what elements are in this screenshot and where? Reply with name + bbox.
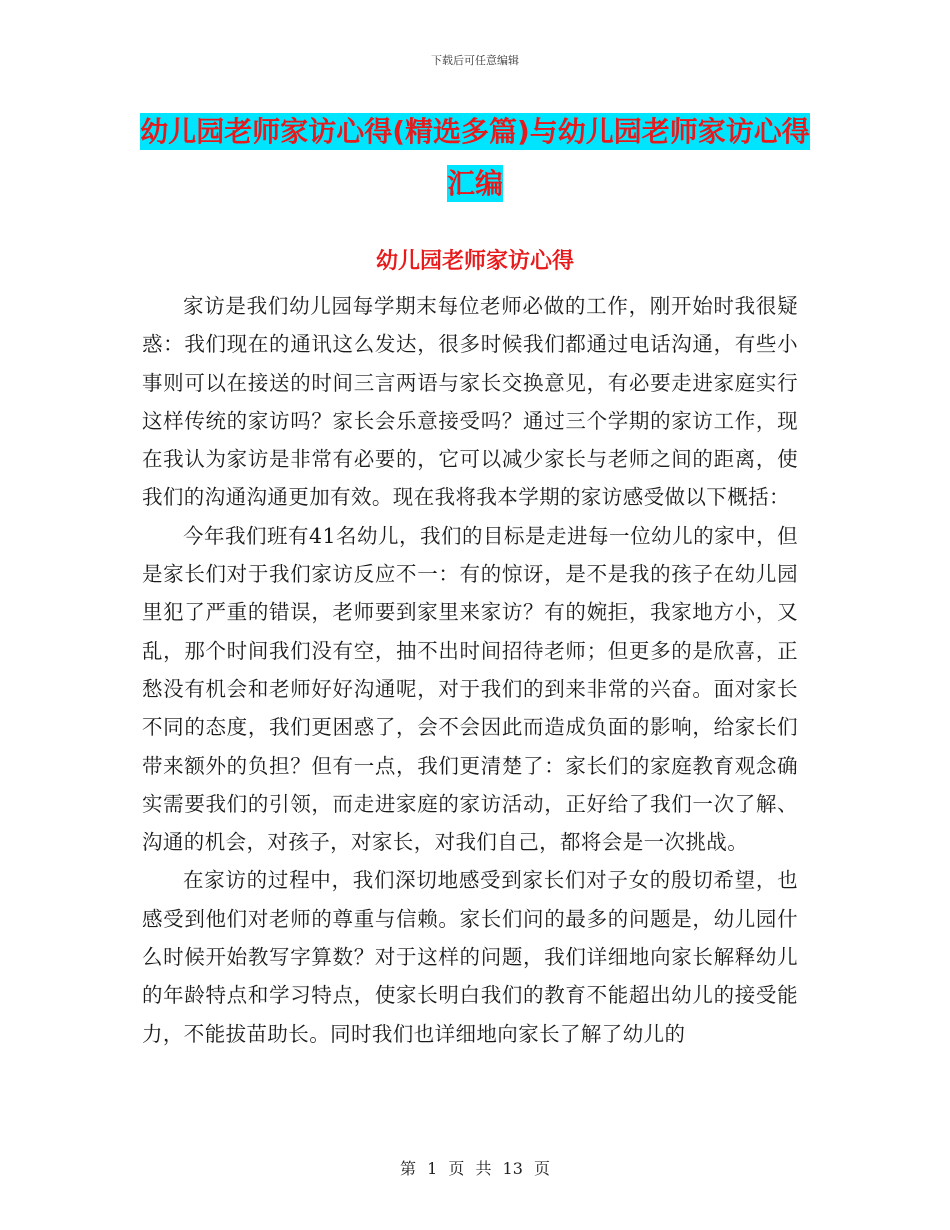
document-title xyxy=(140,106,810,210)
paragraph: 今年我们班有41名幼儿，我们的目标是走进每一位幼儿的家中，但是家长们对于我们家访反应不一：有的惊讶，是不是我的孩子在幼儿园里犯了严重的错误，老师要到家里来家访？有的婉拒，我家地方小，又乱，那个时间我们没有空，抽不出时间招待老师；但更多的是欣喜，正愁没有机会和老师好好沟通呢，对于我们的到来非常的兴奋。面对家长不同的态度，我们更困惑了，会不会因此而造成负面的影响，给家长们带来额外的负担？但有一点，我们更清楚了：家长们的家庭教育观念确实需要我们的引领，而走进家庭的家访活动，正好给了我们一次了解、沟通的机会，对孩子，对家长，对我们自己，都将会是一次挑战。 xyxy=(142,523,798,855)
header-note: 下载后可任意编辑 xyxy=(431,54,519,67)
document-title-text: 幼儿园老师家访心得(精选多篇)与幼儿园老师家访心得汇编 xyxy=(140,115,810,200)
body-text xyxy=(142,287,798,1053)
paragraph: 家访是我们幼儿园每学期末每位老师必做的工作，刚开始时我很疑惑：我们现在的通讯这么发达，很多时候我们都通过电话沟通，有些小事则可以在接送的时间三言两语与家长交换意见，有必要走进家庭实行这样传统的家访吗？家长会乐意接受吗？通过三个学期的家访工作，现在我认为家访是非常有必要的，它可以减少家长与老师之间的距离，使我们的沟通沟通更加有效。现在我将我本学期的家访感受做以下概括： xyxy=(142,294,798,510)
section-title: 幼儿园老师家访心得 xyxy=(375,249,574,274)
page-footer: 第 1 页 共 13 页 xyxy=(400,1159,550,1178)
paragraph: 在家访的过程中，我们深切地感受到家长们对子女的殷切希望，也感受到他们对老师的尊重与信赖。家长们问的最多的问题是，幼儿园什么时候开始教写字算数？对于这样的问题，我们详细地向家长解释幼儿的年龄特点和学习特点，使家长明白我们的教育不能超出幼儿的接受能力，不能拔苗助长。同时我们也详细地向家长了解了幼儿的 xyxy=(142,868,798,1046)
